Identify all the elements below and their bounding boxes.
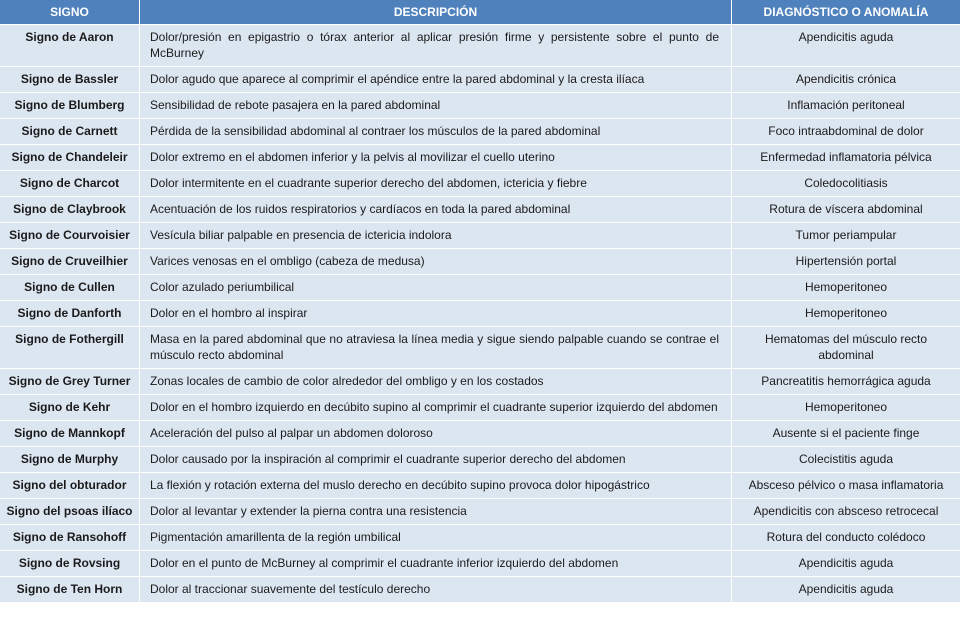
sign-diagnosis: Hematomas del músculo recto abdominal xyxy=(732,327,960,369)
sign-diagnosis: Hemoperitoneo xyxy=(732,395,960,421)
sign-diagnosis: Hipertensión portal xyxy=(732,249,960,275)
sign-description: Zonas locales de cambio de color alrededor del ombligo y en los costados xyxy=(140,369,732,395)
sign-diagnosis: Apendicitis con absceso retrocecal xyxy=(732,499,960,525)
sign-description: Dolor al traccionar suavemente del testículo derecho xyxy=(140,577,732,603)
table-row xyxy=(0,447,960,473)
sign-name: Signo de Carnett xyxy=(0,119,140,145)
sign-description: Dolor/presión en epigastrio o tórax anterior al aplicar presión firme y persistente sobre el punto de McBurney xyxy=(140,25,732,67)
sign-diagnosis: Hemoperitoneo xyxy=(732,301,960,327)
sign-name: Signo de Blumberg xyxy=(0,93,140,119)
sign-diagnosis: Colecistitis aguda xyxy=(732,447,960,473)
sign-description: La flexión y rotación externa del muslo derecho en decúbito supino provoca dolor hipogástrico xyxy=(140,473,732,499)
sign-diagnosis: Rotura del conducto colédoco xyxy=(732,525,960,551)
table-row xyxy=(0,327,960,369)
sign-name: Signo del obturador xyxy=(0,473,140,499)
sign-description: Dolor en el hombro al inspirar xyxy=(140,301,732,327)
sign-description: Vesícula biliar palpable en presencia de ictericia indolora xyxy=(140,223,732,249)
sign-name: Signo de Aaron xyxy=(0,25,140,67)
sign-name: Signo de Cruveilhier xyxy=(0,249,140,275)
table-row xyxy=(0,301,960,327)
sign-name: Signo de Cullen xyxy=(0,275,140,301)
sign-name: Signo de Grey Turner xyxy=(0,369,140,395)
sign-name: Signo del psoas ilíaco xyxy=(0,499,140,525)
sign-name: Signo de Bassler xyxy=(0,67,140,93)
sign-name: Signo de Fothergill xyxy=(0,327,140,369)
sign-diagnosis: Foco intraabdominal de dolor xyxy=(732,119,960,145)
sign-diagnosis: Apendicitis crónica xyxy=(732,67,960,93)
sign-diagnosis: Pancreatitis hemorrágica aguda xyxy=(732,369,960,395)
sign-name: Signo de Chandeleir xyxy=(0,145,140,171)
table-row xyxy=(0,499,960,525)
sign-diagnosis: Ausente si el paciente finge xyxy=(732,421,960,447)
sign-diagnosis: Enfermedad inflamatoria pélvica xyxy=(732,145,960,171)
table-row xyxy=(0,93,960,119)
sign-name: Signo de Claybrook xyxy=(0,197,140,223)
table-row xyxy=(0,577,960,603)
table-row xyxy=(0,67,960,93)
sign-diagnosis: Inflamación peritoneal xyxy=(732,93,960,119)
sign-description: Varices venosas en el ombligo (cabeza de medusa) xyxy=(140,249,732,275)
sign-name: Signo de Ten Horn xyxy=(0,577,140,603)
sign-description: Dolor agudo que aparece al comprimir el apéndice entre la pared abdominal y la cresta ilíaca xyxy=(140,67,732,93)
sign-diagnosis: Apendicitis aguda xyxy=(732,25,960,67)
sign-description: Dolor causado por la inspiración al comprimir el cuadrante superior derecho del abdomen xyxy=(140,447,732,473)
table-row xyxy=(0,473,960,499)
header-diagnostico: DIAGNÓSTICO O ANOMALÍA xyxy=(732,0,960,25)
sign-description: Dolor extremo en el abdomen inferior y la pelvis al movilizar el cuello uterino xyxy=(140,145,732,171)
sign-diagnosis: Rotura de víscera abdominal xyxy=(732,197,960,223)
sign-description: Dolor intermitente en el cuadrante superior derecho del abdomen, ictericia y fiebre xyxy=(140,171,732,197)
sign-description: Dolor al levantar y extender la pierna contra una resistencia xyxy=(140,499,732,525)
sign-description: Acentuación de los ruidos respiratorios y cardíacos en toda la pared abdominal xyxy=(140,197,732,223)
sign-name: Signo de Ransohoff xyxy=(0,525,140,551)
sign-description: Sensibilidad de rebote pasajera en la pared abdominal xyxy=(140,93,732,119)
table-row xyxy=(0,421,960,447)
sign-name: Signo de Courvoisier xyxy=(0,223,140,249)
sign-name: Signo de Kehr xyxy=(0,395,140,421)
sign-description: Pérdida de la sensibilidad abdominal al contraer los músculos de la pared abdominal xyxy=(140,119,732,145)
sign-diagnosis: Hemoperitoneo xyxy=(732,275,960,301)
table-row xyxy=(0,395,960,421)
table-row xyxy=(0,119,960,145)
sign-diagnosis: Apendicitis aguda xyxy=(732,551,960,577)
sign-diagnosis: Apendicitis aguda xyxy=(732,577,960,603)
sign-description: Color azulado periumbilical xyxy=(140,275,732,301)
sign-diagnosis: Coledocolitiasis xyxy=(732,171,960,197)
sign-description: Dolor en el punto de McBurney al comprimir el cuadrante inferior izquierdo del abdomen xyxy=(140,551,732,577)
sign-name: Signo de Mannkopf xyxy=(0,421,140,447)
table-row xyxy=(0,25,960,67)
table-row xyxy=(0,551,960,577)
table-row xyxy=(0,525,960,551)
sign-description: Pigmentación amarillenta de la región umbilical xyxy=(140,525,732,551)
sign-diagnosis: Absceso pélvico o masa inflamatoria xyxy=(732,473,960,499)
sign-name: Signo de Murphy xyxy=(0,447,140,473)
sign-name: Signo de Danforth xyxy=(0,301,140,327)
table-row xyxy=(0,275,960,301)
table-row xyxy=(0,223,960,249)
sign-description: Masa en la pared abdominal que no atraviesa la línea media y sigue siendo palpable cuando se contrae el músculo recto abdominal xyxy=(140,327,732,369)
table-row xyxy=(0,145,960,171)
header-row xyxy=(0,0,960,25)
sign-name: Signo de Charcot xyxy=(0,171,140,197)
header-signo: SIGNO xyxy=(0,0,140,25)
table-row xyxy=(0,369,960,395)
table-row xyxy=(0,249,960,275)
sign-description: Aceleración del pulso al palpar un abdomen doloroso xyxy=(140,421,732,447)
table-row xyxy=(0,197,960,223)
table-row xyxy=(0,171,960,197)
sign-name: Signo de Rovsing xyxy=(0,551,140,577)
header-descripcion: DESCRIPCIÓN xyxy=(140,0,732,25)
sign-description: Dolor en el hombro izquierdo en decúbito supino al comprimir el cuadrante superior izquierdo del abdomen xyxy=(140,395,732,421)
sign-diagnosis: Tumor periampular xyxy=(732,223,960,249)
